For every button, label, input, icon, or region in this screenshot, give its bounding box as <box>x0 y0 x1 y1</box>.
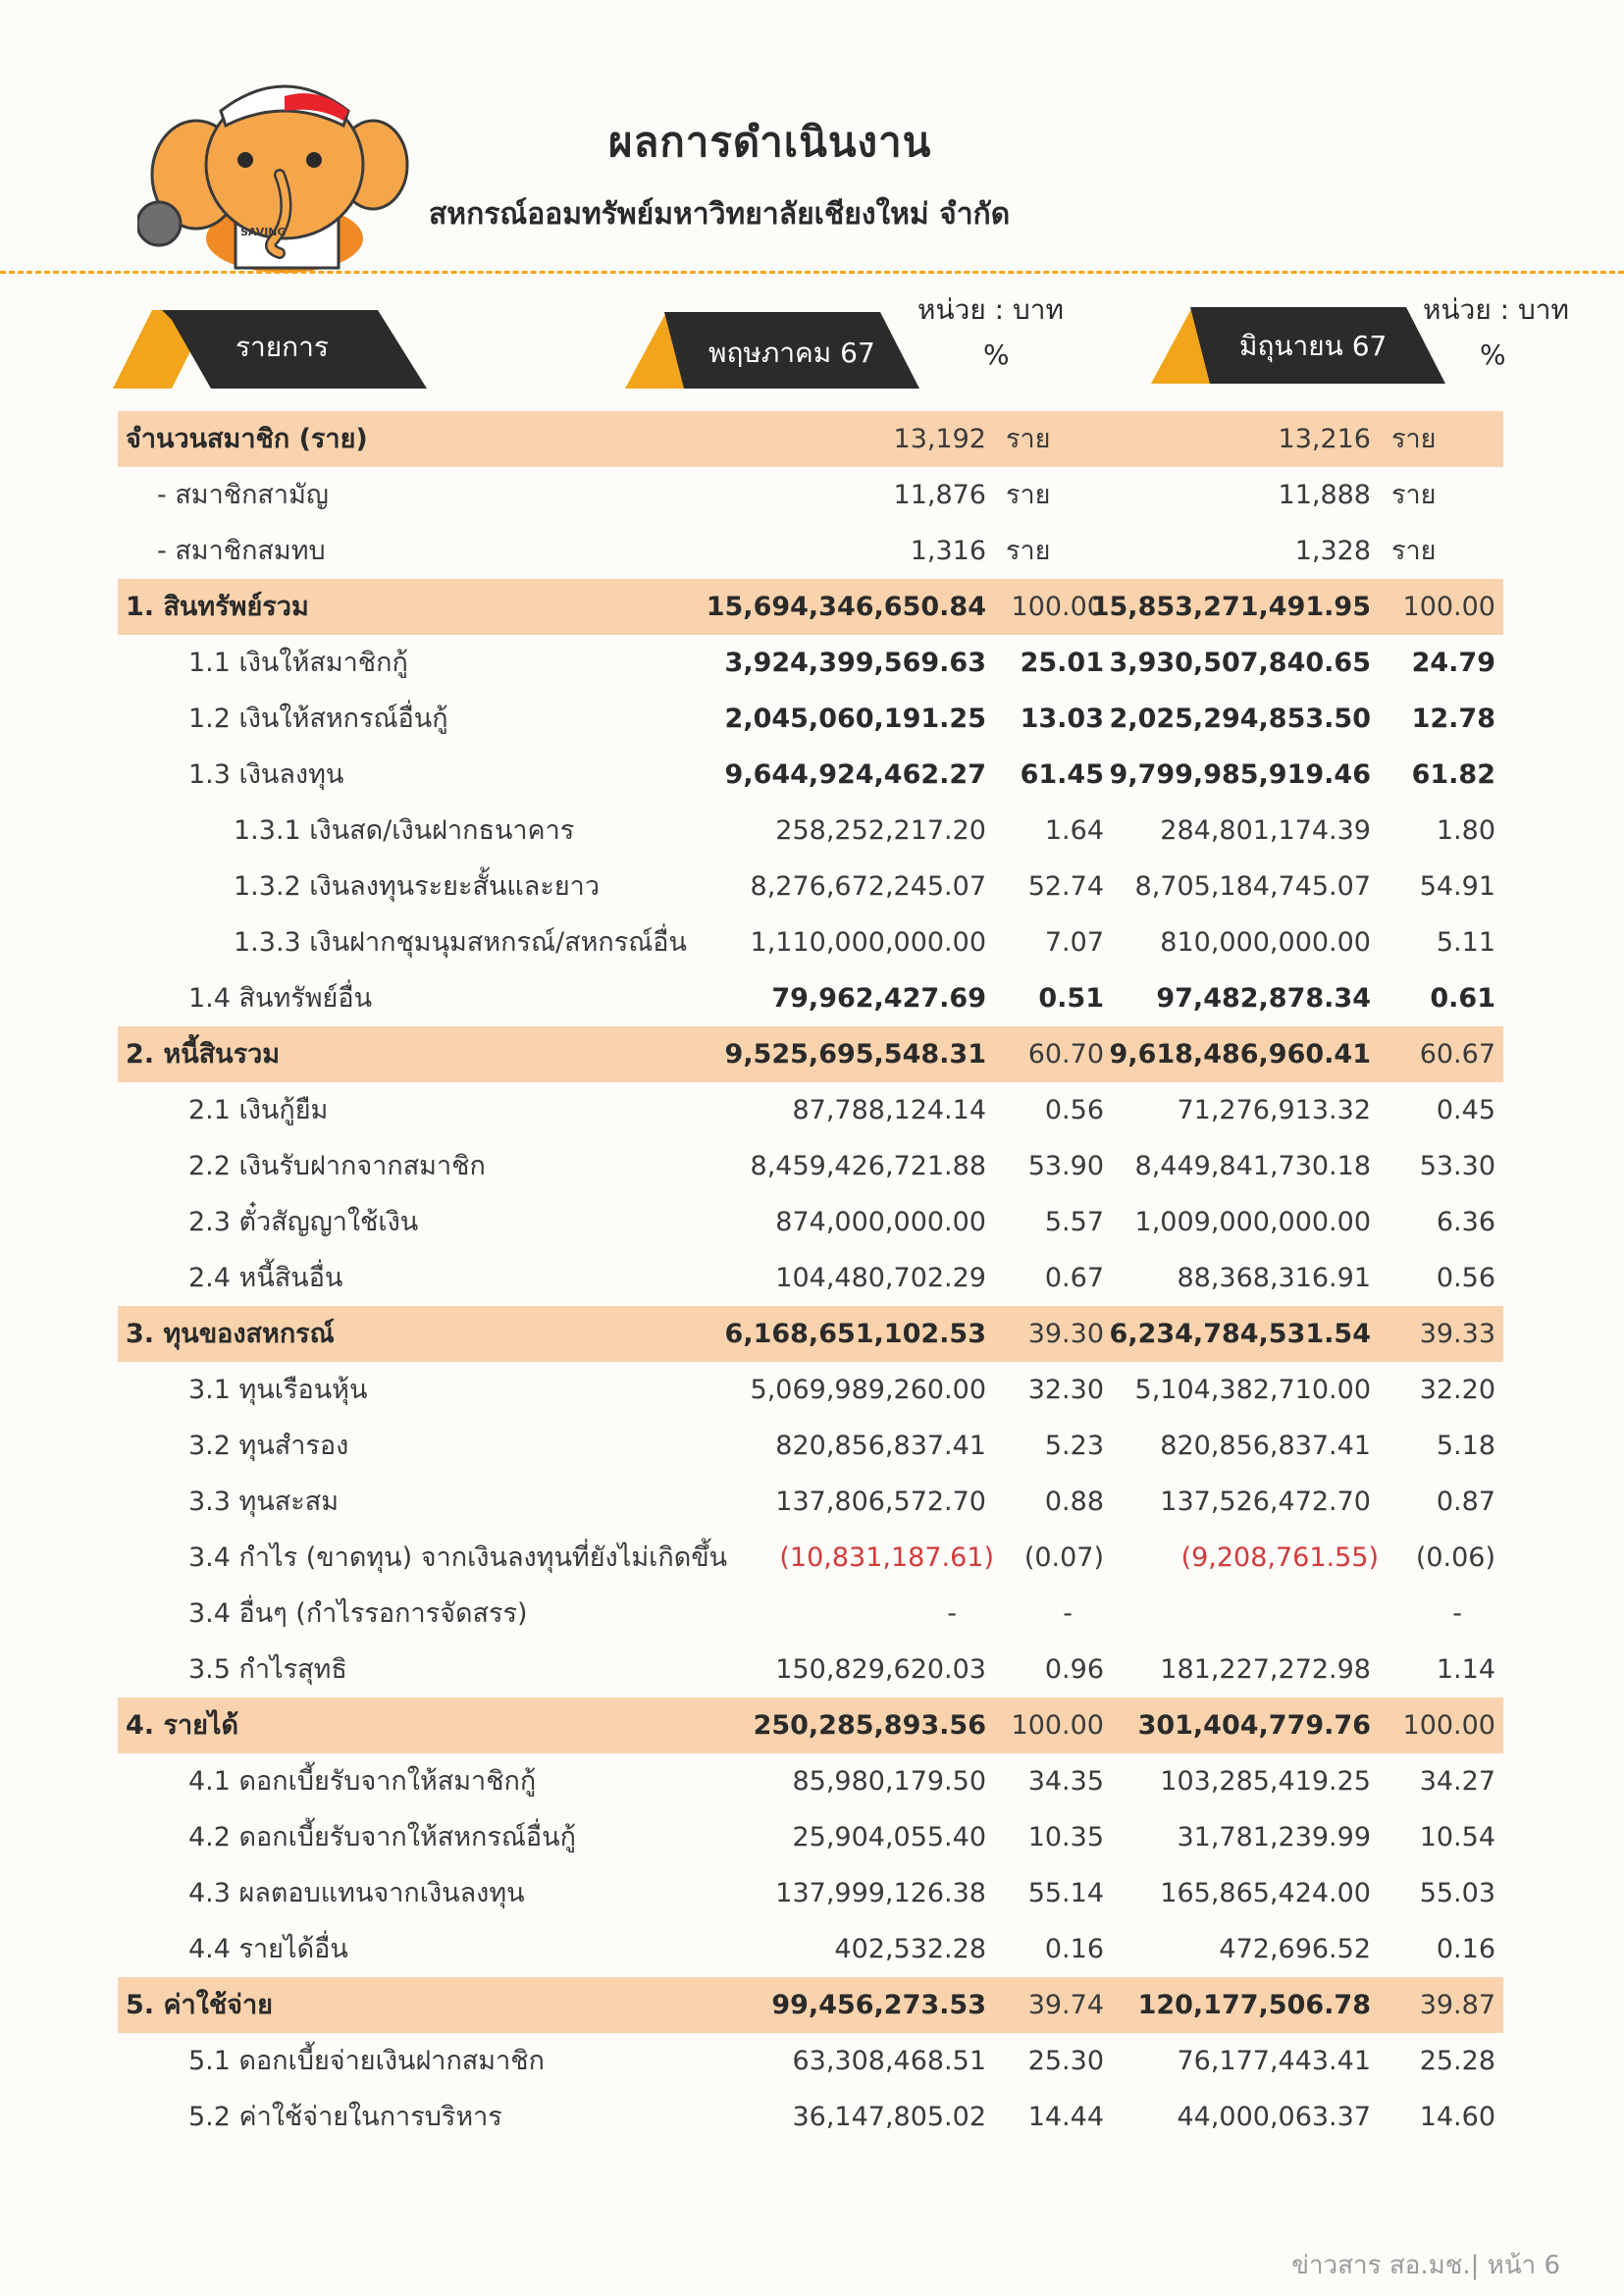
page-footer: ข่าวสาร สอ.มช.| หน้า 6 <box>1291 2251 1560 2280</box>
june-percent: ราย <box>1391 536 1437 566</box>
may-percent: 52.74 <box>1027 871 1104 902</box>
row-label: 3.1 ทุนเรือนหุ้น <box>188 1375 368 1405</box>
may-pct-header: % <box>983 339 1010 371</box>
page-header <box>0 0 1624 275</box>
table-row <box>118 803 1503 859</box>
row-label: 3.2 ทุนสำรอง <box>188 1431 349 1461</box>
june-value: 2,025,294,853.50 <box>1109 704 1371 734</box>
june-percent: 24.79 <box>1411 648 1495 678</box>
row-label: 2.2 เงินรับฝากจากสมาชิก <box>188 1151 486 1181</box>
table-row <box>118 1418 1503 1474</box>
may-percent: 0.51 <box>1038 983 1104 1014</box>
june-value: 8,705,184,745.07 <box>1134 871 1371 902</box>
table-row <box>118 1530 1503 1586</box>
may-percent: 5.23 <box>1044 1431 1104 1461</box>
may-percent: - <box>1063 1598 1073 1629</box>
may-value: 250,285,893.56 <box>753 1710 986 1741</box>
june-percent: 0.61 <box>1430 983 1495 1014</box>
row-label: 1.3 เงินลงทุน <box>188 759 344 790</box>
june-value: 76,177,443.41 <box>1177 2046 1371 2076</box>
may-unit-label: หน่วย : บาท <box>917 293 1064 326</box>
june-value: 3,930,507,840.65 <box>1109 648 1371 678</box>
june-value: 44,000,063.37 <box>1177 2102 1371 2132</box>
table-row <box>118 1642 1503 1697</box>
may-column-tab <box>625 312 919 391</box>
may-percent: 14.44 <box>1027 2102 1104 2132</box>
may-value: 79,962,427.69 <box>771 983 986 1014</box>
june-percent: 5.18 <box>1436 1431 1495 1461</box>
may-percent: 10.35 <box>1027 1822 1104 1852</box>
may-percent: 13.03 <box>1020 704 1104 734</box>
may-value: 6,168,651,102.53 <box>724 1319 986 1349</box>
may-value: 15,694,346,650.84 <box>706 592 986 622</box>
june-percent: 5.11 <box>1436 927 1495 958</box>
table-row <box>118 635 1503 691</box>
row-label: 4. รายได้ <box>126 1710 239 1741</box>
table-row <box>118 859 1503 914</box>
table-row <box>118 1194 1503 1250</box>
may-value: 150,829,620.03 <box>775 1654 986 1685</box>
june-value: 103,285,419.25 <box>1160 1766 1371 1797</box>
may-column-label: พฤษภาคม 67 <box>708 337 875 369</box>
row-label: 2.1 เงินกู้ยืม <box>188 1095 329 1125</box>
may-percent: 0.16 <box>1044 1934 1104 1964</box>
june-percent: 14.60 <box>1419 2102 1495 2132</box>
may-percent: 0.67 <box>1044 1263 1104 1293</box>
row-label: 4.4 รายได้อื่น <box>188 1934 348 1964</box>
row-label: 1.2 เงินให้สหกรณ์อื่นกู้ <box>188 704 448 734</box>
table-row <box>118 1138 1503 1194</box>
may-percent: ราย <box>1006 536 1051 566</box>
june-value: 6,234,784,531.54 <box>1109 1319 1371 1349</box>
june-value: 810,000,000.00 <box>1160 927 1371 958</box>
table-row <box>118 1753 1503 1809</box>
table-row <box>118 1362 1503 1418</box>
june-percent: 0.87 <box>1436 1487 1495 1517</box>
may-value: 2,045,060,191.25 <box>724 704 986 734</box>
may-value: 137,999,126.38 <box>775 1878 986 1908</box>
may-percent: 61.45 <box>1020 759 1104 790</box>
elephant-mascot-icon <box>137 67 417 273</box>
section-row <box>118 1306 1503 1362</box>
may-percent: 39.74 <box>1027 1990 1104 2020</box>
june-percent: 100.00 <box>1402 1710 1495 1741</box>
june-value: 120,177,506.78 <box>1137 1990 1371 2020</box>
may-percent: 34.35 <box>1027 1766 1104 1797</box>
june-percent: ราย <box>1391 424 1437 454</box>
row-label: - สมาชิกสามัญ <box>157 480 329 510</box>
table-row <box>118 1586 1503 1642</box>
item-column-label: รายการ <box>236 331 329 363</box>
may-percent: 100.00 <box>1011 1710 1104 1741</box>
table-row <box>118 691 1503 747</box>
june-percent: 1.80 <box>1436 815 1495 846</box>
row-label: 2.4 หนี้สินอื่น <box>188 1263 343 1293</box>
row-label: 1.1 เงินให้สมาชิกกู้ <box>188 648 408 678</box>
row-label: 4.3 ผลตอบแทนจากเงินลงทุน <box>188 1878 525 1908</box>
header-divider <box>0 271 1624 274</box>
table-row <box>118 914 1503 970</box>
june-value: 9,799,985,919.46 <box>1109 759 1371 790</box>
row-label: 3. ทุนของสหกรณ์ <box>126 1319 335 1349</box>
row-label: - สมาชิกสมทบ <box>157 536 326 566</box>
june-percent: 25.28 <box>1419 2046 1495 2076</box>
section-row <box>118 1697 1503 1753</box>
june-value: 301,404,779.76 <box>1137 1710 1371 1741</box>
may-percent: 25.30 <box>1027 2046 1104 2076</box>
may-percent: 32.30 <box>1027 1375 1104 1405</box>
june-percent: 39.87 <box>1419 1990 1495 2020</box>
june-value: 820,856,837.41 <box>1160 1431 1371 1461</box>
page-title: ผลการดำเนินงาน <box>608 118 932 166</box>
may-value: 13,192 <box>893 424 986 454</box>
row-label: 5.1 ดอกเบี้ยจ่ายเงินฝากสมาชิก <box>188 2046 545 2076</box>
june-percent: 0.56 <box>1436 1263 1495 1293</box>
may-value: 25,904,055.40 <box>792 1822 986 1852</box>
row-label: 3.3 ทุนสะสม <box>188 1487 340 1517</box>
june-value: 71,276,913.32 <box>1177 1095 1371 1125</box>
june-percent: 100.00 <box>1402 592 1495 622</box>
june-percent: 39.33 <box>1419 1319 1495 1349</box>
may-value: 9,644,924,462.27 <box>724 759 986 790</box>
may-percent: (0.07) <box>1023 1542 1104 1573</box>
may-value: 63,308,468.51 <box>792 2046 986 2076</box>
may-percent: 53.90 <box>1027 1151 1104 1181</box>
may-value: 36,147,805.02 <box>792 2102 986 2132</box>
june-value: 137,526,472.70 <box>1160 1487 1371 1517</box>
june-percent: 12.78 <box>1411 704 1495 734</box>
may-percent: 5.57 <box>1044 1207 1104 1237</box>
may-value: 104,480,702.29 <box>775 1263 986 1293</box>
may-value: 87,788,124.14 <box>792 1095 986 1125</box>
row-label: 5. ค่าใช้จ่าย <box>126 1990 273 2020</box>
may-value: 3,924,399,569.63 <box>724 648 986 678</box>
may-value: 85,980,179.50 <box>792 1766 986 1797</box>
may-value: 11,876 <box>893 480 986 510</box>
may-percent: 100.00 <box>1011 592 1104 622</box>
june-value: 472,696.52 <box>1219 1934 1371 1964</box>
table-row <box>118 747 1503 803</box>
june-column-tab <box>1151 307 1445 386</box>
row-label: 3.4 กำไร (ขาดทุน) จากเงินลงทุนที่ยังไม่เกิดขึ้น <box>188 1542 728 1573</box>
june-unit-label: หน่วย : บาท <box>1423 293 1569 326</box>
section-row <box>118 411 1503 467</box>
row-label: 1. สินทรัพย์รวม <box>126 592 309 622</box>
june-percent: 61.82 <box>1411 759 1495 790</box>
may-value: 1,110,000,000.00 <box>750 927 986 958</box>
may-value: (10,831,187.61) <box>779 1542 994 1573</box>
june-value: 97,482,878.34 <box>1156 983 1371 1014</box>
june-value: 13,216 <box>1278 424 1371 454</box>
table-row <box>118 1474 1503 1530</box>
row-label: 2. หนี้สินรวม <box>126 1039 281 1070</box>
table-row <box>118 523 1503 579</box>
june-value: 15,853,271,491.95 <box>1090 592 1371 622</box>
row-label: 2.3 ตั๋วสัญญาใช้เงิน <box>188 1207 419 1237</box>
june-percent: 32.20 <box>1419 1375 1495 1405</box>
section-row <box>118 1977 1503 2033</box>
may-percent: 1.64 <box>1044 815 1104 846</box>
svg-text:SAVING: SAVING <box>240 226 287 238</box>
section-row <box>118 579 1503 635</box>
table-row <box>118 1250 1503 1306</box>
may-percent: 55.14 <box>1027 1878 1104 1908</box>
may-value: 402,532.28 <box>834 1934 986 1964</box>
may-percent: ราย <box>1006 480 1051 510</box>
june-percent: (0.06) <box>1415 1542 1495 1573</box>
may-value: 99,456,273.53 <box>771 1990 986 2020</box>
row-label: 3.4 อื่นๆ (กำไรรอการจัดสรร) <box>188 1598 528 1629</box>
table-row <box>118 970 1503 1026</box>
may-value: - <box>947 1598 957 1629</box>
item-column-tab <box>113 310 427 389</box>
may-percent: 0.96 <box>1044 1654 1104 1685</box>
may-percent: 25.01 <box>1020 648 1104 678</box>
may-percent: 0.88 <box>1044 1487 1104 1517</box>
june-percent: 55.03 <box>1419 1878 1495 1908</box>
may-value: 9,525,695,548.31 <box>724 1039 986 1070</box>
june-percent: 0.16 <box>1436 1934 1495 1964</box>
table-row <box>118 1082 1503 1138</box>
june-value: 11,888 <box>1278 480 1371 510</box>
june-value: 88,368,316.91 <box>1177 1263 1371 1293</box>
may-value: 258,252,217.20 <box>775 815 986 846</box>
may-percent: 39.30 <box>1027 1319 1104 1349</box>
june-value: 1,009,000,000.00 <box>1134 1207 1371 1237</box>
june-percent: 6.36 <box>1436 1207 1495 1237</box>
may-value: 8,276,672,245.07 <box>750 871 986 902</box>
may-value: 137,806,572.70 <box>775 1487 986 1517</box>
may-value: 8,459,426,721.88 <box>750 1151 986 1181</box>
june-value: 31,781,239.99 <box>1177 1822 1371 1852</box>
may-value: 820,856,837.41 <box>775 1431 986 1461</box>
june-value: 8,449,841,730.18 <box>1134 1151 1371 1181</box>
row-label: 4.1 ดอกเบี้ยรับจากให้สมาชิกกู้ <box>188 1766 537 1797</box>
june-pct-header: % <box>1480 339 1506 371</box>
june-percent: 10.54 <box>1419 1822 1495 1852</box>
table-row <box>118 1809 1503 1865</box>
june-percent: 60.67 <box>1419 1039 1495 1070</box>
june-value: 181,227,272.98 <box>1160 1654 1371 1685</box>
section-row <box>118 1026 1503 1082</box>
row-label: 1.3.2 เงินลงทุนระยะสั้นและยาว <box>234 871 600 902</box>
june-percent: 1.14 <box>1436 1654 1495 1685</box>
table-row <box>118 467 1503 523</box>
may-value: 5,069,989,260.00 <box>750 1375 986 1405</box>
june-percent: - <box>1452 1598 1462 1629</box>
june-value: (9,208,761.55) <box>1180 1542 1379 1573</box>
june-percent: 34.27 <box>1419 1766 1495 1797</box>
june-value: 1,328 <box>1294 536 1371 566</box>
row-label: 1.3.3 เงินฝากชุมนุมสหกรณ์/สหกรณ์อื่น <box>234 927 687 958</box>
june-percent: 0.45 <box>1436 1095 1495 1125</box>
june-value: 5,104,382,710.00 <box>1134 1375 1371 1405</box>
performance-table <box>118 411 1503 2145</box>
june-value: 284,801,174.39 <box>1160 815 1371 846</box>
table-row <box>118 2089 1503 2145</box>
may-percent: 0.56 <box>1044 1095 1104 1125</box>
may-percent: ราย <box>1006 424 1051 454</box>
may-percent: 60.70 <box>1027 1039 1104 1070</box>
june-column-label: มิถุนายน 67 <box>1239 330 1388 362</box>
may-percent: 7.07 <box>1044 927 1104 958</box>
row-label: 5.2 ค่าใช้จ่ายในการบริหาร <box>188 2102 502 2132</box>
row-label: 3.5 กำไรสุทธิ <box>188 1654 347 1685</box>
may-value: 874,000,000.00 <box>775 1207 986 1237</box>
page-subtitle: สหกรณ์ออมทรัพย์มหาวิทยาลัยเชียงใหม่ จำกัด <box>429 197 1011 232</box>
june-value: 165,865,424.00 <box>1160 1878 1371 1908</box>
row-label: จำนวนสมาชิก (ราย) <box>126 424 368 454</box>
june-percent: 54.91 <box>1419 871 1495 902</box>
table-row <box>118 1865 1503 1921</box>
table-row <box>118 1921 1503 1977</box>
june-value: 9,618,486,960.41 <box>1109 1039 1371 1070</box>
table-row <box>118 2033 1503 2089</box>
june-percent: ราย <box>1391 480 1437 510</box>
june-percent: 53.30 <box>1419 1151 1495 1181</box>
row-label: 1.3.1 เงินสด/เงินฝากธนาคาร <box>234 815 575 846</box>
row-label: 1.4 สินทรัพย์อื่น <box>188 983 373 1014</box>
may-value: 1,316 <box>910 536 986 566</box>
row-label: 4.2 ดอกเบี้ยรับจากให้สหกรณ์อื่นกู้ <box>188 1822 576 1852</box>
